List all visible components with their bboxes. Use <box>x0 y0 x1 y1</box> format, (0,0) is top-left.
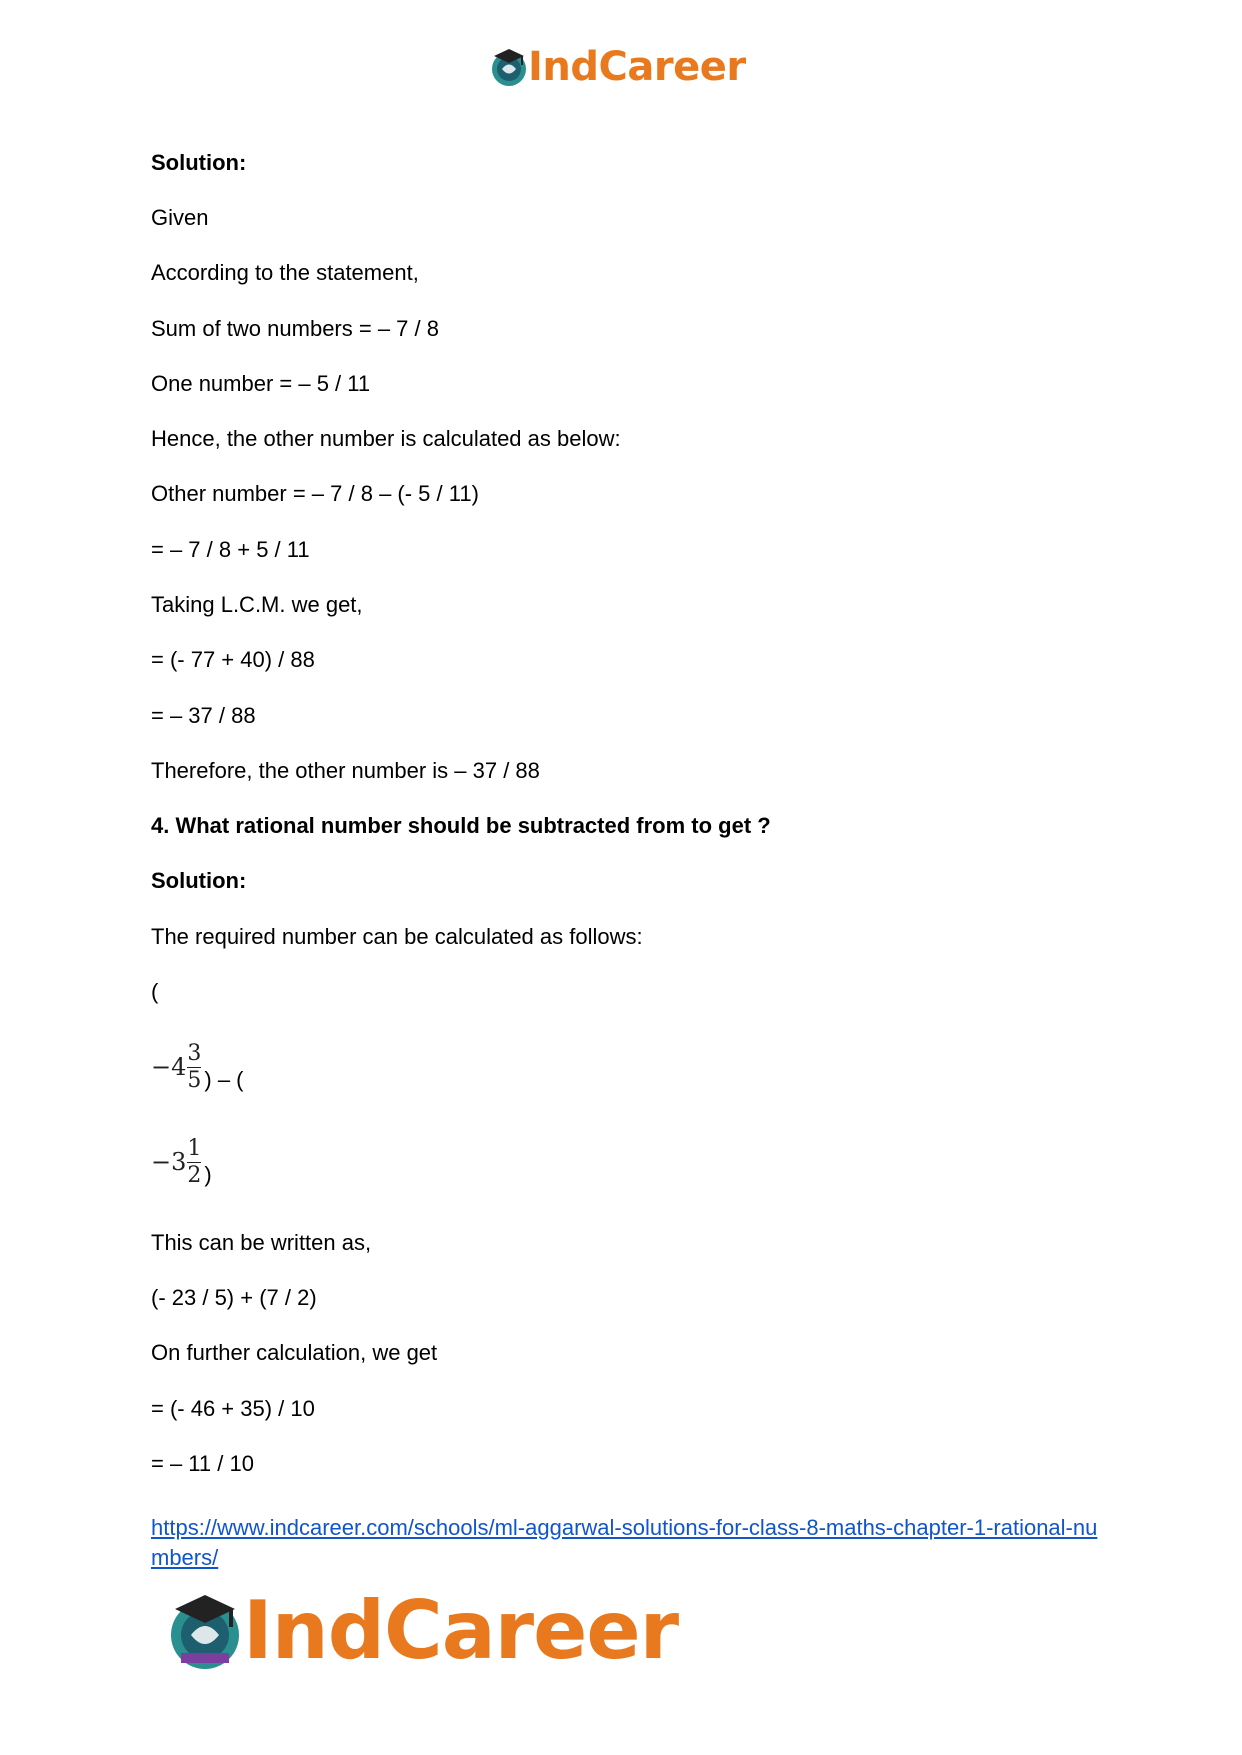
required-text: The required number can be calculated as follows: <box>151 924 643 949</box>
given-text: Given <box>151 205 209 230</box>
math-expression <box>151 1041 201 1094</box>
mixed-fraction <box>151 1127 212 1197</box>
further-text: On further calculation, we get <box>151 1340 438 1365</box>
numerator: 3 <box>187 1040 202 1066</box>
open-paren: ( <box>151 979 159 1004</box>
step-line: (- 23 / 5) + (7 / 2) <box>151 1285 317 1310</box>
brand-name: IndCareer <box>528 44 746 90</box>
whole-part: −4 <box>151 1053 187 1081</box>
operator-text: ) – ( <box>204 1067 244 1092</box>
statement-text: According to the statement, <box>151 260 419 285</box>
header-logo <box>488 42 746 92</box>
source-link[interactable]: https://www.indcareer.com/schools/ml-aggarwal-solutions-for-class-8-maths-chapter-1-rational-numbers/ <box>151 1515 1098 1570</box>
question-heading: 4. What rational number should be subtracted from to get ? <box>151 813 771 838</box>
one-number-text: One number = – 5 / 11 <box>151 371 371 396</box>
other-number-text: Other number = – 7 / 8 – (- 5 / 11) <box>151 481 479 506</box>
step-line: = – 11 / 10 <box>151 1451 254 1476</box>
lcm-text: Taking L.C.M. we get, <box>151 592 363 617</box>
footer-logo <box>163 1583 678 1679</box>
step-line: = – 7 / 8 + 5 / 11 <box>151 537 310 562</box>
solution-label: Solution: <box>151 150 247 175</box>
whole-part: −3 <box>151 1148 187 1176</box>
math-expression <box>151 1136 201 1189</box>
numerator: 1 <box>187 1135 202 1161</box>
fraction <box>187 1041 201 1094</box>
mixed-fraction <box>151 1032 244 1102</box>
denominator: 5 <box>187 1067 202 1093</box>
step-line: = (- 77 + 40) / 88 <box>151 647 315 672</box>
therefore-text: Therefore, the other number is – 37 / 88 <box>151 758 540 783</box>
graduation-globe-icon <box>163 1589 247 1673</box>
written-as-text: This can be written as, <box>151 1230 372 1255</box>
sum-text: Sum of two numbers = – 7 / 8 <box>151 316 439 341</box>
solution-label: Solution: <box>151 868 247 893</box>
fraction <box>187 1136 201 1189</box>
step-line: = – 37 / 88 <box>151 703 256 728</box>
hence-text: Hence, the other number is calculated as below: <box>151 426 621 451</box>
step-line: = (- 46 + 35) / 10 <box>151 1396 315 1421</box>
brand-name: IndCareer <box>243 1584 679 1677</box>
graduation-globe-icon <box>488 46 530 88</box>
close-paren: ) <box>204 1162 212 1187</box>
denominator: 2 <box>187 1162 202 1188</box>
